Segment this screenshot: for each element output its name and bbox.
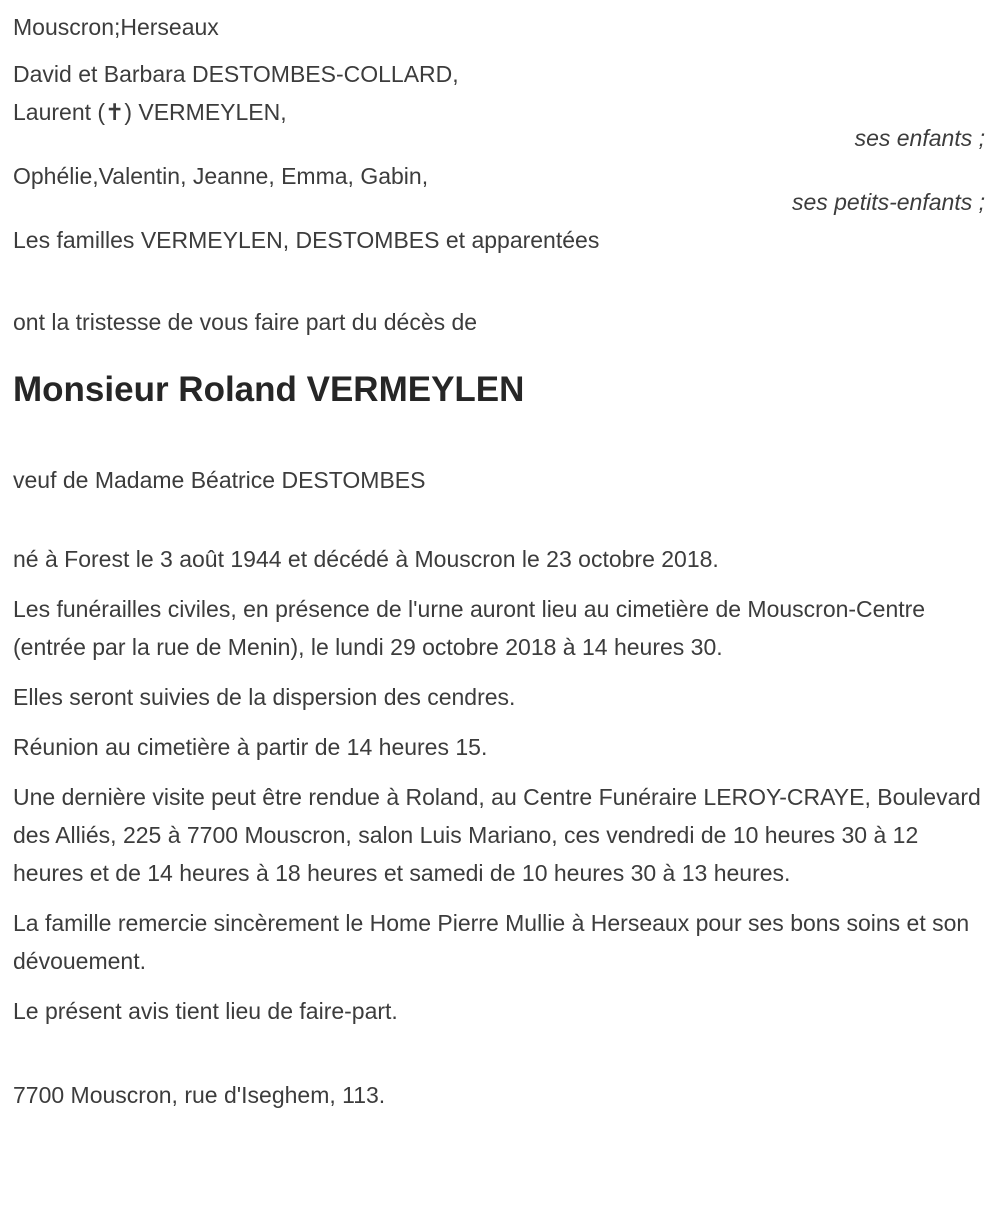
deceased-name-heading: Monsieur Roland VERMEYLEN bbox=[13, 370, 525, 409]
grandchildren-names: Ophélie,Valentin, Jeanne, Emma, Gabin, bbox=[13, 163, 429, 189]
children-names-line2: Laurent (✝) VERMEYLEN, bbox=[13, 99, 287, 125]
birth-death-line: né à Forest le 3 août 1944 et décédé à Mouscron le 23 octobre 2018. bbox=[13, 546, 719, 572]
grandchildren-attribution: ses petits-enfants ; bbox=[791, 189, 985, 215]
gathering-line: Réunion au cimetière à partir de 14 heures 15. bbox=[13, 734, 488, 760]
spouse-line: veuf de Madame Béatrice DESTOMBES bbox=[13, 467, 426, 493]
ashes-dispersion-line: Elles seront suivies de la dispersion des cendres. bbox=[13, 684, 516, 710]
announcement-line: ont la tristesse de vous faire part du décès de bbox=[13, 309, 478, 335]
families-line: Les familles VERMEYLEN, DESTOMBES et apparentées bbox=[13, 227, 600, 253]
visitation-details: Une dernière visite peut être rendue à Roland, au Centre Funéraire LEROY-CRAYE, Boulevard des Alliés, 225 à 7700 Mouscron, salon Luis Mariano, ces vendredi de 10 heures 30 à 12 heures et de 14 heures à 18 heures et samedi de 10 heures 30 à 13 heures. bbox=[13, 784, 981, 886]
location-line: Mouscron;Herseaux bbox=[13, 14, 219, 40]
thanks-line: La famille remercie sincèrement le Home Pierre Mullie à Herseaux pour ses bons soins et son dévouement. bbox=[13, 910, 970, 974]
legal-notice-line: Le présent avis tient lieu de faire-part. bbox=[13, 998, 398, 1024]
address-line: 7700 Mouscron, rue d'Iseghem, 113. bbox=[13, 1082, 386, 1108]
children-names-line1: David et Barbara DESTOMBES-COLLARD, bbox=[13, 61, 459, 87]
children-attribution: ses enfants ; bbox=[854, 125, 985, 151]
funeral-details: Les funérailles civiles, en présence de l'urne auront lieu au cimetière de Mouscron-Centre (entrée par la rue de Menin), le lundi 29 octobre 2018 à 14 heures 30. bbox=[13, 596, 926, 660]
